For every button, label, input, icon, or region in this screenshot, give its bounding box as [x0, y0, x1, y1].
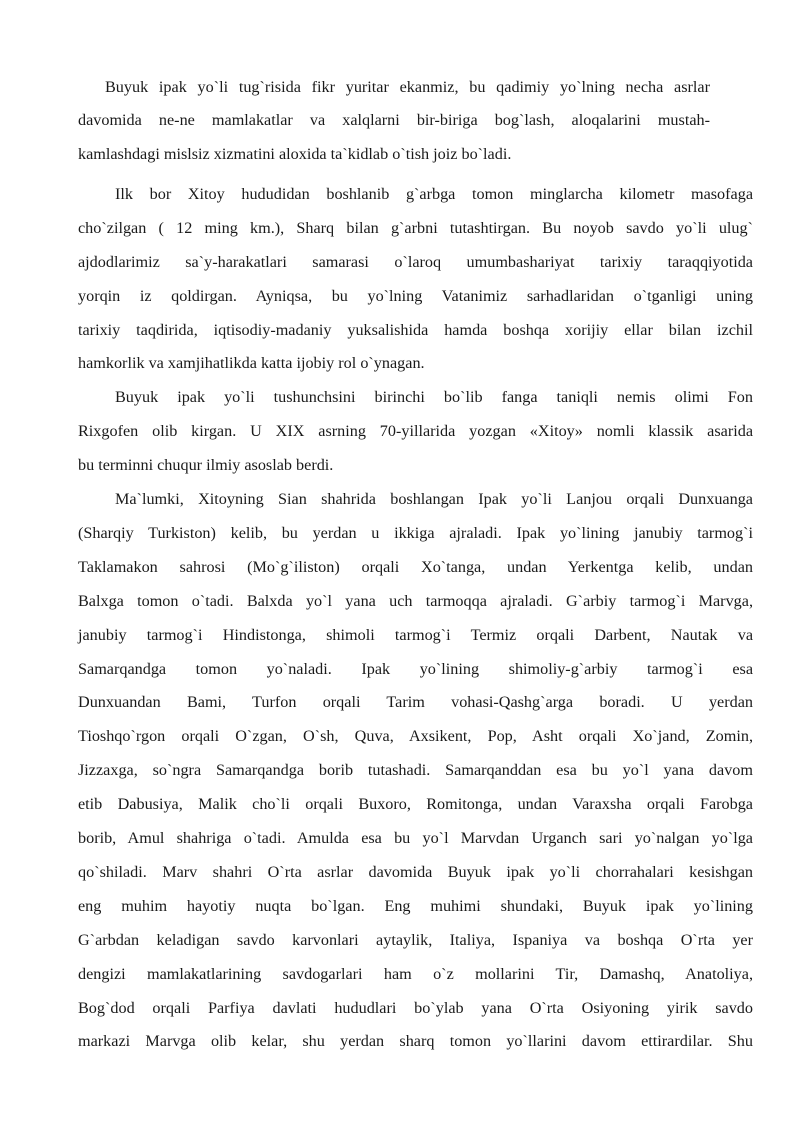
- text-line: kamlashdagi mislsiz xizmatini aloxida ta`kidlab o`tish joiz bo`ladi.: [78, 145, 512, 163]
- text-line: Samarqandga tomon yo`naladi. Ipak yo`lining shimoliy-g`arbiy tarmog`i esa: [78, 660, 753, 678]
- text-line: cho`zilgan ( 12 ming km.), Sharq bilan g`arbni tutashtirgan. Bu noyob savdo yo`li ulug`: [78, 219, 753, 237]
- text-line: hamkorlik va xamjihatlikda katta ijobiy rol o`ynagan.: [78, 354, 425, 372]
- text-line: dengizi mamlakatlarining savdogarlari ham o`z mollarini Tir, Damashq, Anatoliya,: [78, 965, 753, 983]
- text-line: Balxga tomon o`tadi. Balxda yo`l yana uch tarmoqqa ajraladi. G`arbiy tarmog`i Marvga,: [78, 592, 753, 610]
- text-line: borib, Amul shahriga o`tadi. Amulda esa bu yo`l Marvdan Urganch sari yo`nalgan yo`lga: [78, 829, 753, 847]
- text-line: Buyuk ipak yo`li tug`risida fikr yuritar ekanmiz, bu qadimiy yo`lning necha asrlar: [105, 78, 710, 96]
- text-line: Dunxuandan Bami, Turfon orqali Tarim vohasi-Qashg`arga boradi. U yerdan: [78, 693, 753, 711]
- text-line: Jizzaxga, so`ngra Samarqandga borib tutashadi. Samarqanddan esa bu yo`l yana davom: [78, 761, 753, 779]
- text-line: ajdodlarimiz sa`y-harakatlari samarasi o`laroq umumbashariyat tarixiy taraqqiyotida: [78, 253, 753, 271]
- text-line: Taklamakon sahrosi (Mo`g`iliston) orqali Xo`tanga, undan Yerkentga kelib, undan: [78, 558, 753, 576]
- text-line: Buyuk ipak yo`li tushunchsini birinchi bo`lib fanga taniqli nemis olimi Fon: [115, 388, 753, 406]
- text-line: Ilk bor Xitoy hududidan boshlanib g`arbga tomon minglarcha kilometr masofaga: [115, 185, 753, 203]
- text-line: G`arbdan keladigan savdo karvonlari aytaylik, Italiya, Ispaniya va boshqa O`rta yer: [78, 931, 753, 949]
- text-line: qo`shiladi. Marv shahri O`rta asrlar davomida Buyuk ipak yo`li chorrahalari kesishgan: [78, 863, 753, 881]
- text-line: tarixiy taqdirida, iqtisodiy-madaniy yuksalishida hamda boshqa xorijiy ellar bilan izchil: [78, 321, 753, 339]
- text-line: yorqin iz qoldirgan. Ayniqsa, bu yo`lning Vatanimiz sarhadlaridan o`tganligi uning: [78, 287, 753, 305]
- text-line: markazi Marvga olib kelar, shu yerdan sharq tomon yo`llarini davom ettirardilar. Shu: [78, 1032, 753, 1050]
- text-line: davomida ne-ne mamlakatlar va xalqlarni bir-biriga bog`lash, aloqalarini mustah-: [78, 111, 710, 129]
- text-line: Tioshqo`rgon orqali O`zgan, O`sh, Quva, Axsikent, Pop, Asht orqali Xo`jand, Zomin,: [78, 727, 753, 745]
- text-line: bu terminni chuqur ilmiy asoslab berdi.: [78, 456, 334, 474]
- text-line: eng muhim hayotiy nuqta bo`lgan. Eng muhimi shundaki, Buyuk ipak yo`lining: [78, 897, 753, 915]
- text-line: (Sharqiy Turkiston) kelib, bu yerdan u ikkiga ajraladi. Ipak yo`lining janubiy tarmog`i: [78, 524, 753, 542]
- text-line: janubiy tarmog`i Hindistonga, shimoli tarmog`i Termiz orqali Darbent, Nautak va: [78, 626, 753, 644]
- text-line: Bog`dod orqali Parfiya davlati hududlari bo`ylab yana O`rta Osiyoning yirik savdo: [78, 999, 753, 1017]
- text-line: Rixgofen olib kirgan. U XIX asrning 70-yillarida yozgan «Xitoy» nomli klassik asarida: [78, 422, 753, 440]
- text-line: Ma`lumki, Xitoyning Sian shahrida boshlangan Ipak yo`li Lanjou orqali Dunxuanga: [115, 490, 753, 508]
- text-line: etib Dabusiya, Malik cho`li orqali Buxoro, Romitonga, undan Varaxsha orqali Farobga: [78, 795, 753, 813]
